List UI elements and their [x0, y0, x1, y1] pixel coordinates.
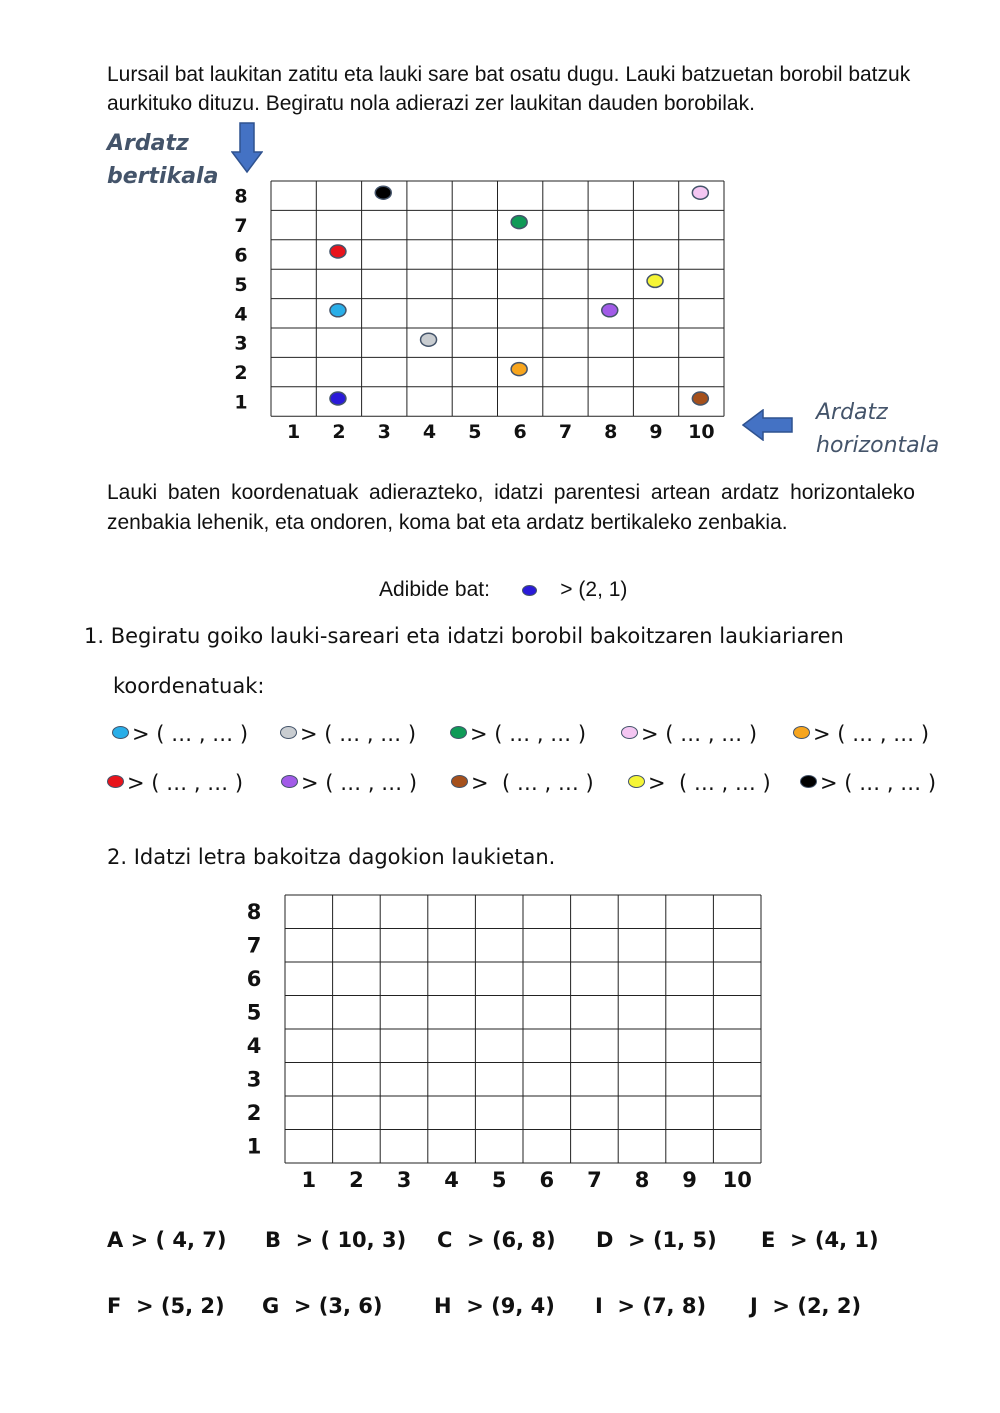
- grid2-col-label: 2: [349, 1168, 364, 1192]
- answer-blank[interactable]: > ( … , … ): [470, 722, 587, 746]
- grid-circle: [692, 186, 708, 199]
- letter-coordinate: J > (2, 2): [750, 1294, 862, 1318]
- example-label: Adibide bat:: [379, 578, 490, 601]
- answer-dot-icon: [112, 726, 129, 739]
- coordinate-grid-2: [238, 893, 768, 1203]
- answer-item: [450, 722, 586, 746]
- grid1-col-label: 2: [332, 421, 346, 444]
- answer-dot-icon: [800, 775, 817, 788]
- question2-text: 2. Idatzi letra bakoitza dagokion laukietan.: [107, 845, 556, 869]
- letter-coordinate: H > (9, 4): [434, 1294, 555, 1318]
- answer-blank[interactable]: > ( … , … ): [301, 771, 418, 795]
- grid2-col-label: 10: [722, 1168, 752, 1192]
- grid-circle: [647, 274, 663, 287]
- grid1-col-label: 8: [604, 421, 618, 444]
- intro-text: Lursail bat laukitan zatitu eta lauki sare bat osatu dugu. Lauki batzuetan borobil batzuk aurkituko dituzu. Begiratu nola adierazi zer laukitan dauden borobilak.: [107, 63, 911, 115]
- question1-line1: 1. Begiratu goiko lauki-sareari eta idatzi borobil bakoitzaren laukiariaren: [84, 624, 844, 648]
- letter-coordinate: I > (7, 8): [595, 1294, 707, 1318]
- grid-circle: [692, 392, 708, 405]
- grid-circle: [330, 245, 346, 258]
- answer-blank[interactable]: > ( … , … ): [820, 771, 937, 795]
- grid-circle: [330, 392, 346, 405]
- grid2-row-label: 8: [246, 899, 262, 924]
- answer-dot-icon: [280, 726, 297, 739]
- answer-item: [621, 722, 757, 746]
- horizontal-axis-label-line2: horizontala: [816, 433, 940, 458]
- grid2-row-label: 3: [246, 1067, 262, 1092]
- example-answer: > (2, 1): [560, 578, 628, 601]
- grid2-col-label: 1: [301, 1168, 317, 1192]
- grid1-col-label: 7: [558, 421, 573, 444]
- grid1-col-label: 3: [377, 421, 391, 444]
- answer-blank[interactable]: > ( … , … ): [471, 771, 594, 795]
- grid1-row-label: 1: [234, 391, 248, 414]
- grid2-col-label: 5: [491, 1168, 507, 1192]
- answer-item: [451, 771, 594, 795]
- grid2-col-label: 9: [682, 1168, 697, 1192]
- grid2-svg: [238, 893, 768, 1198]
- example-dot-icon: [522, 585, 537, 596]
- grid1-col-label: 9: [649, 421, 663, 444]
- grid1-row-label: 4: [234, 303, 248, 326]
- grid-circle: [421, 333, 437, 346]
- vertical-axis-label-line2: bertikala: [107, 164, 219, 189]
- grid1-col-label: 4: [422, 421, 437, 444]
- answer-item: [793, 722, 929, 746]
- answer-item: [107, 771, 243, 795]
- left-arrow-icon: [742, 409, 794, 441]
- grid1-col-label: 5: [468, 421, 482, 444]
- grid2-row-label: 2: [246, 1100, 262, 1125]
- grid1-row-label: 8: [234, 185, 248, 208]
- letter-coordinate: G > (3, 6): [262, 1294, 383, 1318]
- grid2-col-label: 4: [444, 1168, 459, 1192]
- answer-blank[interactable]: > ( … , … ): [813, 722, 930, 746]
- answer-item: [280, 722, 416, 746]
- horizontal-axis-label: [816, 396, 939, 462]
- grid1-row-label: 2: [234, 362, 248, 385]
- grid1-row-label: 6: [234, 244, 248, 267]
- grid2-col-label: 8: [634, 1168, 650, 1192]
- letter-coordinate: D > (1, 5): [596, 1228, 717, 1252]
- answer-dot-icon: [107, 775, 124, 788]
- horizontal-axis-label-line1: Ardatz: [816, 400, 888, 425]
- answer-dot-icon: [451, 775, 468, 788]
- down-arrow-icon: [231, 122, 263, 174]
- grid2-row-label: 5: [246, 1000, 262, 1025]
- letter-coordinate: C > (6, 8): [437, 1228, 556, 1252]
- answer-blank[interactable]: > ( … , … ): [127, 771, 244, 795]
- letter-coordinate: A > ( 4, 7): [107, 1228, 227, 1252]
- grid-circle: [330, 304, 346, 317]
- example-line: [379, 578, 627, 602]
- answer-item: [628, 771, 771, 795]
- question1-line2: koordenatuak:: [113, 674, 265, 698]
- answer-blank[interactable]: > ( … , … ): [648, 771, 771, 795]
- answer-blank[interactable]: > ( … , … ): [300, 722, 417, 746]
- letter-coordinate: F > (5, 2): [107, 1294, 225, 1318]
- grid1-col-label: 6: [513, 421, 527, 444]
- answer-dot-icon: [450, 726, 467, 739]
- answer-dot-icon: [628, 775, 645, 788]
- answer-item: [112, 722, 248, 746]
- grid1-col-label: 10: [688, 421, 715, 444]
- grid1-row-label: 7: [234, 215, 248, 238]
- grid-circle: [511, 363, 527, 376]
- grid1-col-label: 1: [287, 421, 301, 444]
- letter-coordinate: E > (4, 1): [761, 1228, 879, 1252]
- grid2-col-label: 7: [587, 1168, 602, 1192]
- grid2-col-label: 3: [396, 1168, 412, 1192]
- grid-circle: [511, 216, 527, 229]
- answer-dot-icon: [281, 775, 298, 788]
- letter-coordinate: B > ( 10, 3): [265, 1228, 407, 1252]
- grid2-row-label: 1: [246, 1134, 262, 1159]
- answer-item: [281, 771, 417, 795]
- grid-circle: [602, 304, 618, 317]
- explanation-text: Lauki baten koordenatuak adierazteko, idatzi parentesi artean ardatz horizontaleko zenbakia lehenik, eta ondoren, koma bat eta ardatz bertikaleko zenbakia.: [107, 481, 915, 534]
- grid-circle: [375, 186, 391, 199]
- grid2-row-label: 4: [246, 1033, 262, 1058]
- grid2-row-label: 7: [246, 933, 262, 958]
- coordinate-grid-1: [225, 178, 735, 455]
- vertical-axis-label: [107, 127, 218, 193]
- answer-dot-icon: [621, 726, 638, 739]
- vertical-axis-label-line1: Ardatz: [107, 131, 189, 156]
- answer-blank[interactable]: > ( … , … ): [641, 722, 758, 746]
- grid2-row-label: 6: [246, 966, 262, 991]
- answer-item: [800, 771, 936, 795]
- grid2-col-label: 6: [539, 1168, 555, 1192]
- grid1-row-label: 3: [234, 332, 248, 355]
- grid1-svg: [225, 178, 735, 450]
- grid1-row-label: 5: [234, 273, 248, 296]
- answer-blank[interactable]: > ( … , … ): [132, 722, 249, 746]
- answer-dot-icon: [793, 726, 810, 739]
